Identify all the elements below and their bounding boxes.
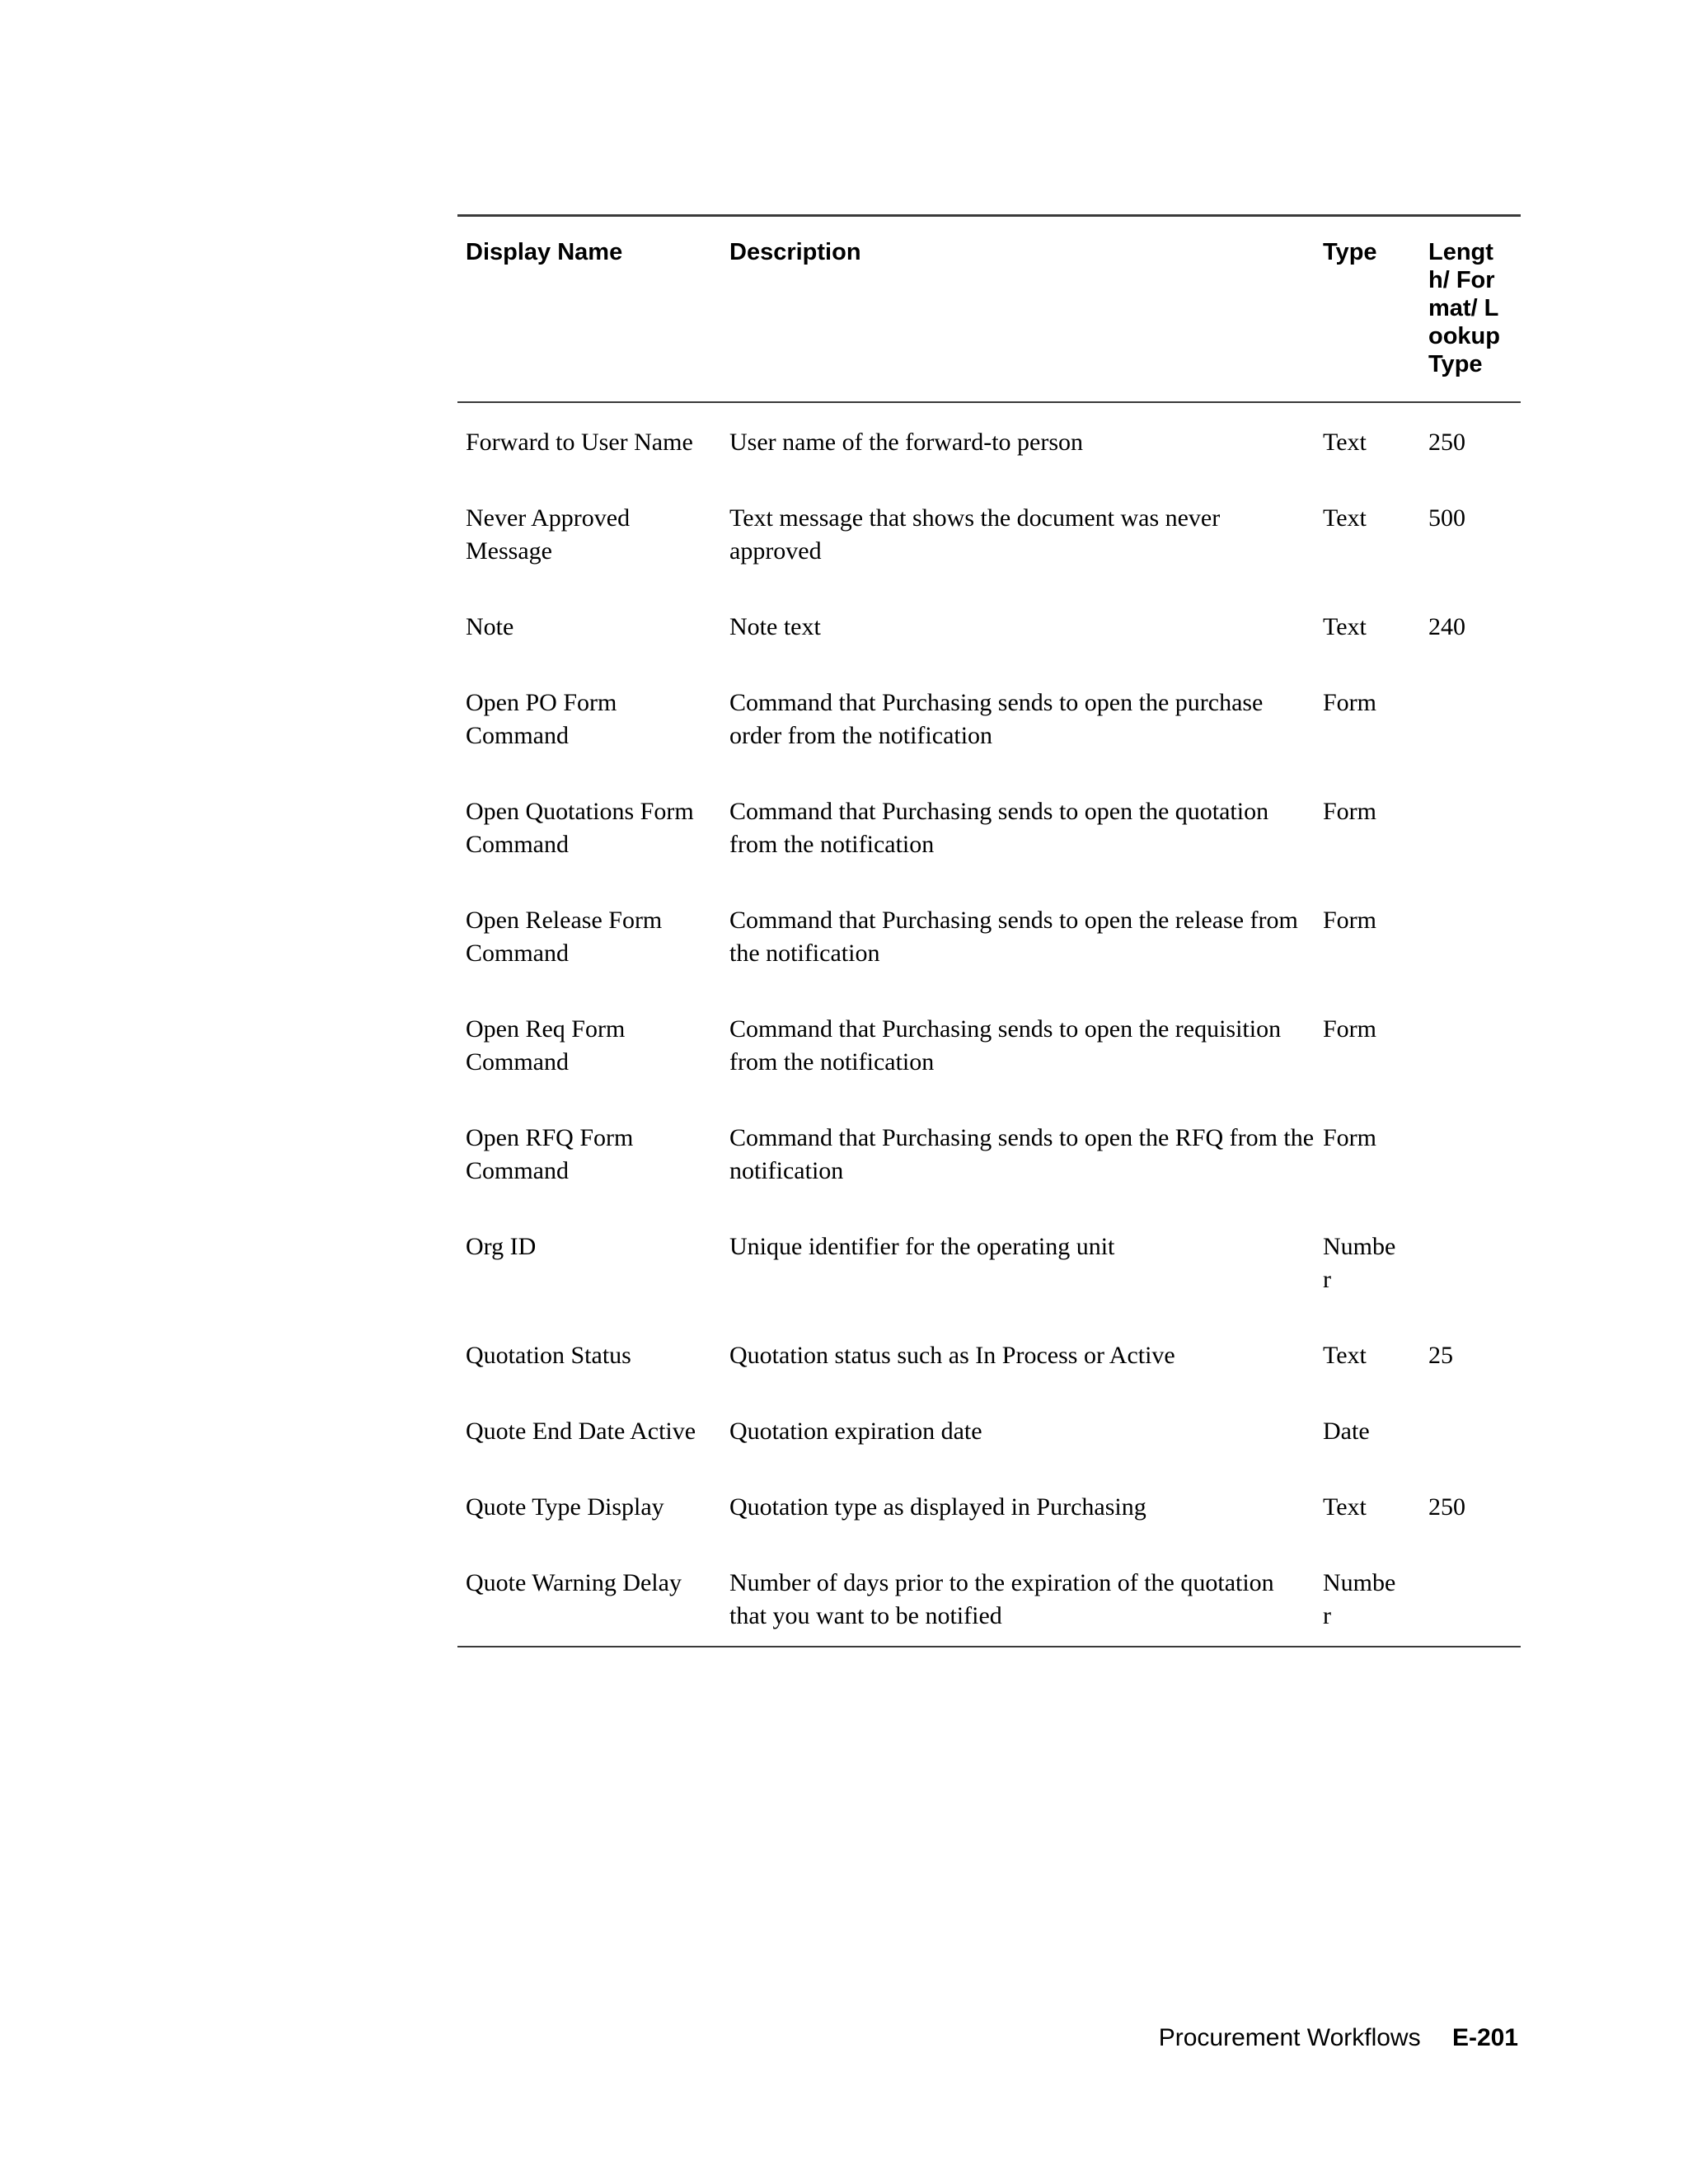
header-length-format-lookup-type: Length/ Format/ Lookup Type <box>1428 239 1500 377</box>
table-row <box>457 1122 1521 1188</box>
cell-type: Form <box>1323 689 1377 716</box>
cell-description: Note text <box>729 613 821 640</box>
cell-description: Quotation expiration date <box>729 1418 982 1445</box>
cell-description: Command that Purchasing sends to open the purchase order from the notification <box>729 689 1264 749</box>
cell-display-name: Forward to User Name <box>466 429 693 456</box>
cell-type: Form <box>1323 1015 1377 1043</box>
cell-type: Text <box>1323 1493 1367 1521</box>
footer-page-number: E-201 <box>1451 2024 1518 2051</box>
cell-display-name: Quote Type Display <box>466 1493 664 1521</box>
table-row <box>457 1491 1521 1524</box>
cell-description: Text message that shows the document was never approved <box>729 504 1221 565</box>
cell-type: Date <box>1323 1418 1370 1445</box>
cell-display-name: Quote End Date Active <box>466 1418 696 1445</box>
cell-type: Text <box>1323 613 1367 640</box>
cell-type: Form <box>1323 1124 1377 1151</box>
cell-display-name: Org ID <box>466 1233 537 1260</box>
table-row <box>457 1415 1521 1448</box>
cell-type: Number <box>1323 1233 1396 1293</box>
cell-length: 250 <box>1428 1493 1465 1521</box>
cell-description: Command that Purchasing sends to open the requisition from the notification <box>729 1015 1282 1076</box>
cell-length: 250 <box>1428 429 1465 456</box>
cell-display-name: Never Approved Message <box>466 504 631 565</box>
cell-description: Number of days prior to the expiration of the quotation that you want to be notified <box>729 1569 1274 1629</box>
table-row <box>457 502 1521 568</box>
cell-description: Command that Purchasing sends to open the release from the notification <box>729 907 1298 967</box>
table-row <box>457 1567 1521 1633</box>
cell-length <box>1428 795 1529 861</box>
cell-type: Form <box>1323 907 1377 934</box>
footer-section-title: Procurement Workflows <box>1158 2024 1421 2051</box>
table-row <box>457 904 1521 970</box>
cell-length <box>1428 1567 1529 1633</box>
cell-length: 240 <box>1428 613 1465 640</box>
header-description: Description <box>729 239 861 265</box>
cell-length <box>1428 1122 1529 1188</box>
table-row <box>457 795 1521 861</box>
cell-type: Text <box>1323 504 1367 532</box>
table-header-row <box>457 217 1521 401</box>
cell-length <box>1428 1013 1529 1079</box>
table-row <box>457 1339 1521 1372</box>
cell-description: Quotation status such as In Process or Active <box>729 1342 1175 1369</box>
cell-length <box>1428 687 1529 752</box>
cell-display-name: Open Release Form Command <box>466 907 663 967</box>
cell-description: Unique identifier for the operating unit <box>729 1233 1115 1260</box>
cell-display-name: Quote Warning Delay <box>466 1569 682 1596</box>
cell-display-name: Open PO Form Command <box>466 689 617 749</box>
table-row <box>457 611 1521 644</box>
cell-type: Number <box>1323 1569 1396 1629</box>
table-bottom-rule <box>457 1646 1521 1647</box>
cell-length: 500 <box>1428 504 1465 532</box>
table-body <box>457 403 1521 1646</box>
table-row <box>457 1013 1521 1079</box>
cell-display-name: Open RFQ Form Command <box>466 1124 634 1184</box>
table-row <box>457 1230 1521 1296</box>
cell-type: Text <box>1323 1342 1367 1369</box>
table-row <box>457 687 1521 752</box>
cell-description: Quotation type as displayed in Purchasing <box>729 1493 1146 1521</box>
cell-length <box>1428 904 1529 970</box>
cell-type: Text <box>1323 429 1367 456</box>
header-type: Type <box>1323 239 1377 265</box>
attributes-table <box>457 214 1521 1647</box>
cell-description: Command that Purchasing sends to open the quotation from the notification <box>729 798 1269 858</box>
cell-display-name: Quotation Status <box>466 1342 631 1369</box>
cell-display-name: Note <box>466 613 514 640</box>
cell-description: User name of the forward-to person <box>729 429 1084 456</box>
page-footer <box>1159 2023 1518 2053</box>
cell-description: Command that Purchasing sends to open the RFQ from the notification <box>729 1124 1315 1184</box>
cell-type: Form <box>1323 798 1377 825</box>
cell-length: 25 <box>1428 1342 1453 1369</box>
cell-display-name: Open Req Form Command <box>466 1015 626 1076</box>
cell-display-name: Open Quotations Form Command <box>466 798 694 858</box>
cell-length <box>1428 1415 1529 1448</box>
header-display-name: Display Name <box>466 239 623 265</box>
cell-length <box>1428 1230 1529 1296</box>
table-row <box>457 426 1521 459</box>
